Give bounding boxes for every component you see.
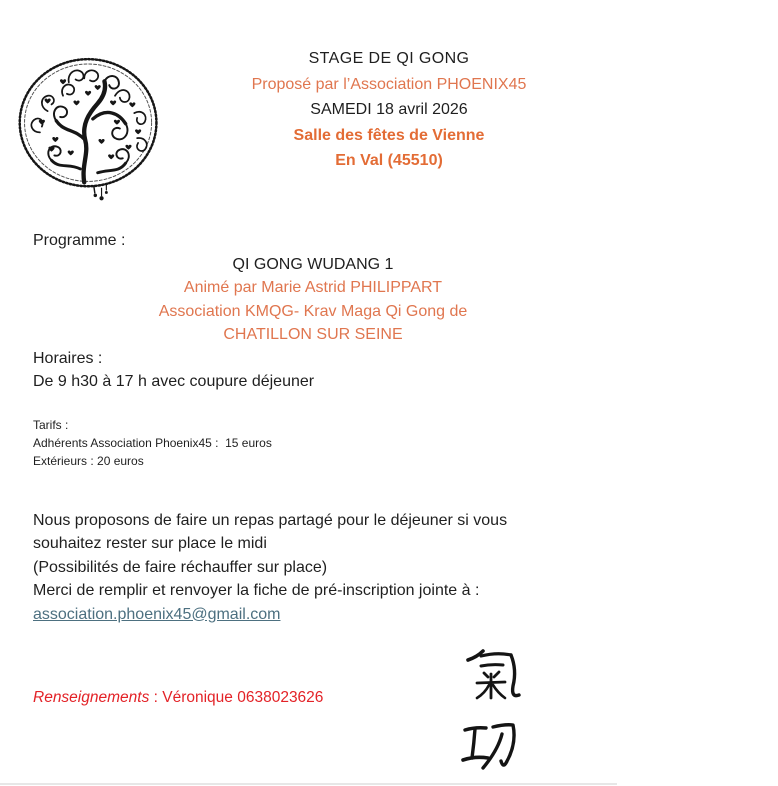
venue-line-2: En Val (45510) bbox=[335, 152, 443, 170]
info-line-3: (Possibilités de faire réchauffer sur place) bbox=[33, 558, 328, 576]
page-bottom-rule bbox=[0, 783, 617, 785]
qigong-calligraphy bbox=[459, 646, 525, 774]
info-block bbox=[33, 509, 593, 627]
email-link[interactable]: association.phoenix45@gmail.com bbox=[33, 605, 281, 623]
programme-label: Programme : bbox=[33, 232, 126, 249]
venue-line-1: Salle des fêtes de Vienne bbox=[293, 126, 485, 144]
header bbox=[0, 46, 778, 174]
info-line-2: souhaitez rester sur place le midi bbox=[33, 535, 267, 552]
contact-details: : Véronique 0638023626 bbox=[149, 689, 324, 706]
contact-label: Renseignements bbox=[33, 689, 150, 706]
tarif-exterieurs: Extérieurs : 20 euros bbox=[33, 453, 144, 468]
event-date: SAMEDI 18 avril 2026 bbox=[310, 101, 468, 119]
main-content bbox=[33, 229, 593, 626]
contact-line bbox=[33, 689, 323, 707]
tarifs-block bbox=[33, 416, 593, 470]
page-title: STAGE DE QI GONG bbox=[308, 50, 470, 67]
course-title: QI GONG WUDANG 1 bbox=[232, 255, 394, 273]
instructor-line: Animé par Marie Astrid PHILIPPART bbox=[183, 279, 443, 296]
info-line-4: Merci de remplir et renvoyer la fiche de pré-inscription jointe à : bbox=[33, 582, 480, 599]
association-line-1: Association KMQG- Krav Maga Qi Gong de bbox=[158, 302, 468, 320]
qi-character-icon bbox=[459, 646, 523, 710]
header-subtitle: Proposé par l’Association PHOENIX45 bbox=[251, 75, 527, 93]
gong-character-icon bbox=[459, 710, 523, 774]
tarifs-label: Tarifs : bbox=[33, 417, 69, 432]
tarif-adherents: Adhérents Association Phoenix45 : 15 euros bbox=[33, 435, 272, 450]
association-line-2: CHATILLON SUR SEINE bbox=[223, 326, 403, 343]
info-line-1: Nous proposons de faire un repas partagé pour le déjeuner si vous bbox=[33, 511, 508, 529]
horaires-label: Horaires : bbox=[33, 349, 103, 367]
schedule-line: De 9 h30 à 17 h avec coupure déjeuner bbox=[33, 373, 315, 390]
